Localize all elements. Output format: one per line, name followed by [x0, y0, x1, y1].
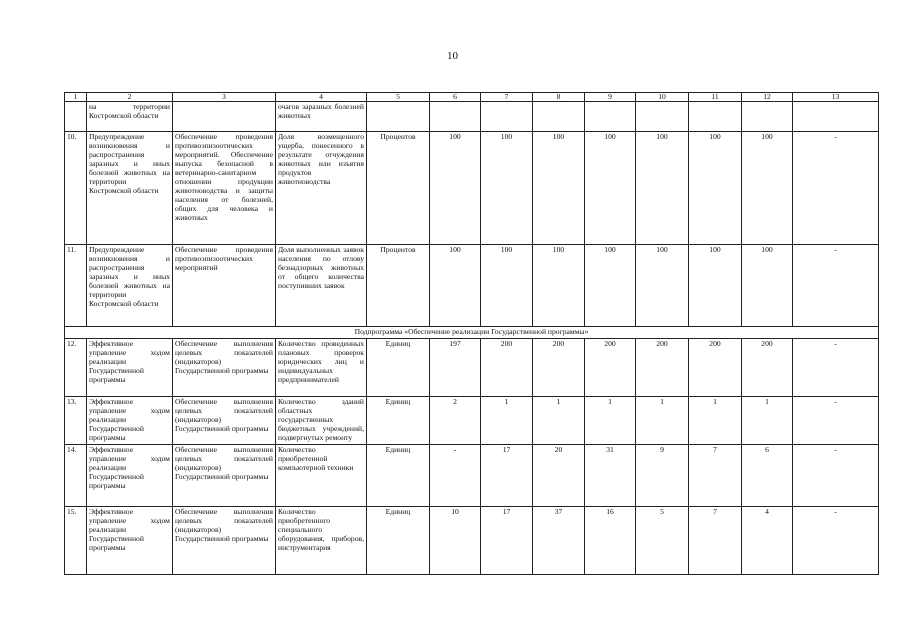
table-row — [65, 132, 879, 245]
unit-cell: Единиц — [367, 444, 430, 506]
value-cell: 20 — [533, 444, 585, 506]
value-cell: 100 — [430, 245, 481, 327]
task-cell: Эффективное управление ходом реализации Государственной программы — [87, 397, 173, 445]
header-cell: 2 — [87, 93, 173, 102]
value-cell: 197 — [430, 339, 481, 397]
row-number-cell: 12. — [65, 339, 87, 397]
value-cell — [689, 102, 742, 132]
value-cell: 100 — [533, 245, 585, 327]
unit-cell: Единиц — [367, 397, 430, 445]
value-cell: - — [793, 506, 879, 574]
value-cell: 10 — [430, 506, 481, 574]
value-cell: 100 — [481, 245, 533, 327]
value-cell: 100 — [689, 132, 742, 245]
event-cell: Обеспечение выполнения целевых показателей (индикаторов) Государственной программы — [173, 339, 276, 397]
value-cell — [533, 102, 585, 132]
task-cell: Предупреждение возникновения и распространения заразных и иных болезней животных на территории Костромской области — [87, 245, 173, 327]
value-cell: 100 — [742, 245, 793, 327]
value-cell: 16 — [585, 506, 636, 574]
indicators-table — [64, 92, 879, 575]
value-cell: 100 — [636, 245, 689, 327]
indicator-cell: Количество приобретенной компьютерной техники — [276, 444, 367, 506]
header-cell: 11 — [689, 93, 742, 102]
header-row — [65, 93, 879, 102]
table-row — [65, 245, 879, 327]
value-cell: 200 — [481, 339, 533, 397]
value-cell: 100 — [481, 132, 533, 245]
value-cell: 17 — [481, 444, 533, 506]
table-row — [65, 397, 879, 445]
task-cell: Эффективное управление ходом реализации Государственной программы — [87, 506, 173, 574]
value-cell: 200 — [636, 339, 689, 397]
value-cell: 200 — [533, 339, 585, 397]
value-cell: - — [793, 132, 879, 245]
value-cell: 31 — [585, 444, 636, 506]
unit-cell — [367, 102, 430, 132]
value-cell: 100 — [689, 245, 742, 327]
header-cell: 12 — [742, 93, 793, 102]
value-cell: 1 — [585, 397, 636, 445]
value-cell: 100 — [742, 132, 793, 245]
event-cell: Обеспечение проведения противоэпизоотических мероприятий — [173, 245, 276, 327]
row-number-cell — [65, 102, 87, 132]
value-cell: 100 — [430, 132, 481, 245]
header-cell: 1 — [65, 93, 87, 102]
value-cell — [793, 102, 879, 132]
value-cell: 9 — [636, 444, 689, 506]
value-cell: 1 — [636, 397, 689, 445]
event-cell: Обеспечение выполнения целевых показателей (индикаторов) Государственной программы — [173, 444, 276, 506]
value-cell: 5 — [636, 506, 689, 574]
value-cell: 2 — [430, 397, 481, 445]
indicator-cell: Доля возмещенного ущерба, понесенного в результате отчуждения животных или изъятия продуктов животноводства — [276, 132, 367, 245]
header-cell: 8 — [533, 93, 585, 102]
value-cell: 200 — [585, 339, 636, 397]
table-row-continuation — [65, 102, 879, 132]
header-cell: 10 — [636, 93, 689, 102]
header-cell: 5 — [367, 93, 430, 102]
value-cell: 200 — [689, 339, 742, 397]
unit-cell: Единиц — [367, 506, 430, 574]
row-number-cell: 10. — [65, 132, 87, 245]
header-cell: 3 — [173, 93, 276, 102]
value-cell: - — [430, 444, 481, 506]
unit-cell: Процентов — [367, 132, 430, 245]
header-cell: 13 — [793, 93, 879, 102]
value-cell: 100 — [585, 132, 636, 245]
value-cell: - — [793, 397, 879, 445]
value-cell — [742, 102, 793, 132]
table-row — [65, 339, 879, 397]
value-cell — [585, 102, 636, 132]
value-cell: 37 — [533, 506, 585, 574]
header-cell: 9 — [585, 93, 636, 102]
value-cell: 200 — [742, 339, 793, 397]
unit-cell: Процентов — [367, 245, 430, 327]
row-number-cell: 15. — [65, 506, 87, 574]
value-cell: - — [793, 444, 879, 506]
indicator-cell: очагов заразных болезней животных — [276, 102, 367, 132]
event-cell: Обеспечение проведения противоэпизоотических мероприятий. Обеспечение выпуска безопасной в ветеринарно-санитарном отношении продукции животноводства и защиты населения от болезней, общих для человека и животных — [173, 132, 276, 245]
value-cell: 17 — [481, 506, 533, 574]
value-cell: 1 — [689, 397, 742, 445]
page-number: 10 — [447, 50, 458, 62]
value-cell: 7 — [689, 444, 742, 506]
event-cell: Обеспечение выполнения целевых показателей (индикаторов) Государственной программы — [173, 397, 276, 445]
indicator-cell: Количество зданий областных государственных бюджетных учреждений, подвергнутых ремонту — [276, 397, 367, 445]
value-cell: 100 — [636, 132, 689, 245]
subprogram-title: Подпрограмма «Обеспечение реализации Государственной программы» — [65, 327, 879, 339]
task-cell: Предупреждение возникновения и распространения заразных и иных болезней животных на территории Костромской области — [87, 132, 173, 245]
indicator-cell: Количество проведенных плановых проверок юридических лиц и индивидуальных предпринимателей — [276, 339, 367, 397]
row-number-cell: 14. — [65, 444, 87, 506]
value-cell: 4 — [742, 506, 793, 574]
row-number-cell: 13. — [65, 397, 87, 445]
indicator-cell: Количество приобретенного специального оборудования, приборов, инструментария — [276, 506, 367, 574]
value-cell: - — [793, 339, 879, 397]
value-cell — [636, 102, 689, 132]
value-cell: 1 — [742, 397, 793, 445]
task-cell: Эффективное управление ходом реализации Государственной программы — [87, 339, 173, 397]
header-cell: 4 — [276, 93, 367, 102]
value-cell: 1 — [533, 397, 585, 445]
indicator-cell: Доля выполненных заявок населения по отлову безнадзорных животных от общего количества поступивших заявок — [276, 245, 367, 327]
value-cell — [481, 102, 533, 132]
header-cell: 7 — [481, 93, 533, 102]
row-number-cell: 11. — [65, 245, 87, 327]
value-cell: 6 — [742, 444, 793, 506]
value-cell: 7 — [689, 506, 742, 574]
task-cell: Эффективное управление ходом реализации Государственной программы — [87, 444, 173, 506]
value-cell: 1 — [481, 397, 533, 445]
value-cell — [430, 102, 481, 132]
header-cell: 6 — [430, 93, 481, 102]
event-cell — [173, 102, 276, 132]
value-cell: - — [793, 245, 879, 327]
task-cell: на территории Костромской области — [87, 102, 173, 132]
value-cell: 100 — [585, 245, 636, 327]
unit-cell: Единиц — [367, 339, 430, 397]
table-row — [65, 506, 879, 574]
subprogram-row — [65, 327, 879, 339]
value-cell: 100 — [533, 132, 585, 245]
event-cell: Обеспечение выполнения целевых показателей (индикаторов) Государственной программы — [173, 506, 276, 574]
table-row — [65, 444, 879, 506]
